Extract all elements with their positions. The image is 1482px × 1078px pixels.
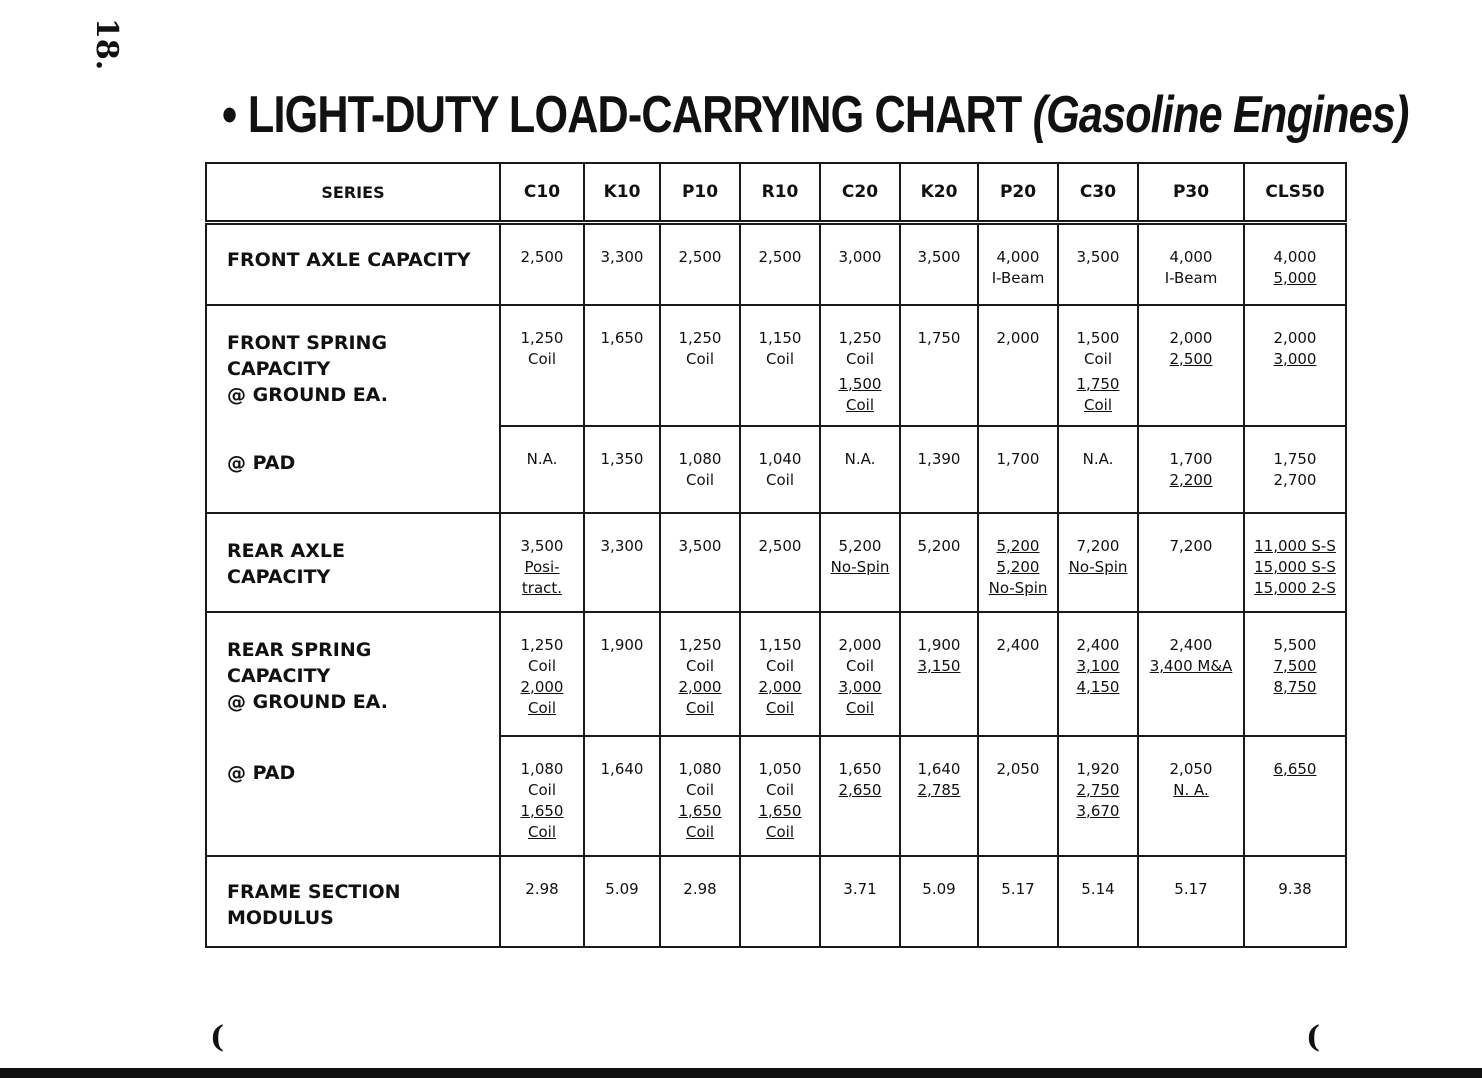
load-carrying-chart [205, 162, 1345, 946]
table-cell [1244, 736, 1346, 856]
cell-value: 15,000 S-S [1254, 557, 1336, 576]
cell-value: 5.09 [605, 879, 639, 898]
table-cell [1244, 513, 1346, 612]
table-cell [584, 612, 660, 736]
cell-value: 2,500 [758, 536, 802, 555]
cell-value: 2,050 [996, 759, 1040, 778]
table-cell [660, 513, 740, 612]
table-cell [978, 223, 1058, 305]
page-number: 18. [89, 18, 124, 71]
cell-value: 1,650 [600, 328, 644, 347]
row-label-line: MODULUS [227, 906, 334, 929]
cell-value: 3,150 [917, 656, 961, 675]
table-cell [1244, 856, 1346, 947]
cell-value: 15,000 2-S [1254, 578, 1336, 597]
cell-value: 1,250 [678, 328, 722, 347]
column-header: C20 [820, 163, 900, 223]
row-label-line: @ GROUND EA. [227, 383, 388, 406]
cell-value: 5.17 [1001, 879, 1035, 898]
cell-value: 1,900 [917, 635, 961, 654]
table-cell [820, 305, 900, 426]
table-cell [978, 736, 1058, 856]
table-cell [660, 856, 740, 947]
table-cell [900, 305, 978, 426]
cell-value: 1,250 [678, 635, 722, 654]
table-cell [500, 856, 584, 947]
cell-value: 1,700 [1169, 449, 1213, 468]
table-cell [1058, 612, 1138, 736]
cell-value: 2,750 [1076, 780, 1120, 799]
cell-value: 2,200 [1169, 470, 1213, 489]
cell-value: 5,500 [1273, 635, 1317, 654]
cell-value: Coil [766, 349, 794, 368]
cell-value: 7,200 [1076, 536, 1120, 555]
cell-value: 1,250 [838, 328, 882, 347]
table-cell [584, 305, 660, 426]
table-cell [1058, 736, 1138, 856]
cell-value: N.A. [526, 449, 558, 468]
cell-value: 1,080 [520, 759, 564, 778]
table-cell [1138, 856, 1244, 947]
cell-value: 1,650 [838, 759, 882, 778]
cell-value: 2,000 [520, 677, 564, 696]
table-cell [500, 513, 584, 612]
cell-value: Coil [846, 698, 874, 717]
table-cell [1244, 612, 1346, 736]
cell-value: 1,920 [1076, 759, 1120, 778]
row-label [206, 305, 500, 426]
table-cell [500, 223, 584, 305]
cell-value: Coil [846, 349, 874, 368]
table-cell [820, 223, 900, 305]
cell-value: 1,500 [838, 374, 882, 393]
cell-value: 3,670 [1076, 801, 1120, 820]
cell-value: I-Beam [991, 269, 1045, 287]
table-cell [660, 223, 740, 305]
table-cell [1244, 426, 1346, 513]
cell-value: Coil [766, 822, 794, 841]
table-cell [820, 513, 900, 612]
cell-value: 5,200 [996, 557, 1040, 576]
table-cell [820, 612, 900, 736]
table-cell [740, 305, 820, 426]
row-label [206, 426, 500, 513]
cell-value: 2,400 [996, 635, 1040, 654]
cell-value: 5,200 [838, 536, 882, 555]
cell-value: 4,000 [1273, 248, 1317, 266]
series-header: SERIES [206, 163, 500, 223]
cell-value: Coil [528, 780, 556, 799]
table-cell [1058, 856, 1138, 947]
page-title [222, 80, 1409, 150]
row-label-line: REAR SPRING [227, 638, 372, 661]
cell-value: 2,000 [838, 635, 882, 654]
cell-value: 5.14 [1081, 879, 1115, 898]
table-cell [660, 305, 740, 426]
cell-value: 3,300 [600, 248, 644, 266]
table-cell [1058, 426, 1138, 513]
cell-value: N.A. [1082, 449, 1114, 468]
cell-value: Coil [686, 656, 714, 675]
cell-value: No-Spin [830, 557, 890, 576]
table-cell [978, 305, 1058, 426]
row-label-line: @ PAD [227, 451, 296, 474]
row-label-line: CAPACITY [227, 565, 331, 588]
cell-value: N. A. [1173, 780, 1209, 799]
column-header: C10 [500, 163, 584, 223]
cell-value: Coil [528, 349, 556, 368]
cell-value: 5,200 [917, 536, 961, 555]
table-cell [820, 426, 900, 513]
cell-value: 3,500 [1076, 248, 1120, 266]
cell-value: N.A. [844, 449, 876, 468]
table-row [206, 223, 1346, 305]
cell-value: Posi- [524, 557, 560, 576]
cell-value: 9.38 [1278, 879, 1312, 898]
cell-value: 1,080 [678, 759, 722, 778]
cell-value: 2,500 [1169, 349, 1213, 368]
cell-value: Coil [766, 470, 794, 489]
cell-value: 2,785 [917, 780, 961, 799]
cell-value: 2,000 [996, 328, 1040, 347]
table-cell [820, 856, 900, 947]
header-row [206, 163, 1346, 223]
table-row [206, 856, 1346, 947]
row-label [206, 612, 500, 736]
table-cell [500, 305, 584, 426]
cell-value: 4,000 [996, 248, 1040, 266]
row-label [206, 223, 500, 305]
cell-value: Coil [686, 698, 714, 717]
cell-value: Coil [846, 395, 874, 414]
cell-value: Coil [846, 656, 874, 675]
bottom-rule [0, 1068, 1482, 1078]
cell-value: I-Beam [1164, 269, 1218, 287]
table-cell [1138, 736, 1244, 856]
cell-value: Coil [686, 470, 714, 489]
cell-value: Coil [528, 822, 556, 841]
row-label-line: CAPACITY [227, 664, 331, 687]
cell-value: 1,750 [917, 328, 961, 347]
cell-value: 1,150 [758, 635, 802, 654]
row-label-line: CAPACITY [227, 357, 331, 380]
cell-value: 2,500 [520, 248, 564, 266]
cell-value: Coil [1084, 395, 1112, 414]
cell-value: 5.17 [1174, 879, 1208, 898]
cell-value: 2,700 [1273, 470, 1317, 489]
table-cell [584, 736, 660, 856]
cell-value: 3,500 [917, 248, 961, 266]
table-cell [740, 612, 820, 736]
column-header: K10 [584, 163, 660, 223]
title-bullet: • [222, 86, 237, 144]
cell-value: 2,000 [1273, 328, 1317, 347]
table-cell [660, 736, 740, 856]
table-cell [740, 856, 820, 947]
row-label [206, 513, 500, 612]
cell-value: 3,300 [600, 536, 644, 555]
row-label-line: FRONT AXLE CAPACITY [227, 249, 471, 271]
table-cell [900, 856, 978, 947]
cell-value: 4,000 [1169, 248, 1213, 266]
cell-value: 1,650 [758, 801, 802, 820]
cell-value: 1,040 [758, 449, 802, 468]
footer-right-mark: ( [1306, 1020, 1321, 1055]
cell-value: 7,500 [1273, 656, 1317, 675]
cell-value: 5,200 [996, 536, 1040, 555]
cell-value: 5,000 [1273, 269, 1317, 287]
column-header: CLS50 [1244, 163, 1346, 223]
table-cell [1058, 305, 1138, 426]
table-cell [1138, 426, 1244, 513]
table-cell [1138, 513, 1244, 612]
cell-value: Coil [686, 822, 714, 841]
column-header: P20 [978, 163, 1058, 223]
cell-value: 2,000 [678, 677, 722, 696]
cell-value: 2,050 [1169, 759, 1213, 778]
cell-value: No-Spin [988, 578, 1048, 597]
cell-value: 2,400 [1169, 635, 1213, 654]
table-cell [1058, 223, 1138, 305]
table-cell [1138, 305, 1244, 426]
table-cell [584, 426, 660, 513]
cell-value: 1,900 [600, 635, 644, 654]
cell-value: 1,500 [1076, 328, 1120, 347]
table-cell [660, 612, 740, 736]
cell-value: 1,250 [520, 635, 564, 654]
cell-value: 8,750 [1273, 677, 1317, 696]
table-cell [1138, 612, 1244, 736]
table-cell [1244, 223, 1346, 305]
table-cell [1244, 305, 1346, 426]
cell-value: Coil [766, 698, 794, 717]
table-cell [584, 223, 660, 305]
cell-value: 3,000 [1273, 349, 1317, 368]
table-cell [584, 513, 660, 612]
table-cell [500, 736, 584, 856]
table-cell [740, 223, 820, 305]
cell-value: 1,750 [1273, 449, 1317, 468]
table-cell [978, 513, 1058, 612]
row-label-line: @ PAD [227, 761, 296, 784]
table-cell [978, 856, 1058, 947]
table-cell [900, 736, 978, 856]
cell-value: 1,350 [600, 449, 644, 468]
cell-value: Coil [528, 698, 556, 717]
table-cell [1138, 223, 1244, 305]
cell-value: 1,640 [917, 759, 961, 778]
table-row [206, 426, 1346, 513]
table-row [206, 513, 1346, 612]
cell-value: 2.98 [525, 879, 559, 898]
cell-value: 1,650 [520, 801, 564, 820]
column-header: P30 [1138, 163, 1244, 223]
table-cell [740, 513, 820, 612]
cell-value: 1,150 [758, 328, 802, 347]
cell-value: Coil [1084, 349, 1112, 368]
cell-value: 2,500 [678, 248, 722, 266]
table-cell [660, 426, 740, 513]
column-header: P10 [660, 163, 740, 223]
cell-value: Coil [686, 349, 714, 368]
cell-value: 2,400 [1076, 635, 1120, 654]
cell-value: 1,640 [600, 759, 644, 778]
table-cell [500, 426, 584, 513]
table-cell [978, 612, 1058, 736]
cell-value: 3.71 [843, 879, 877, 898]
cell-value: 3,400 M&A [1149, 656, 1233, 675]
cell-value: 1,250 [520, 328, 564, 347]
cell-value: tract. [521, 578, 563, 597]
table-cell [978, 426, 1058, 513]
table-cell [740, 736, 820, 856]
cell-value: Coil [766, 656, 794, 675]
cell-value: 4,150 [1076, 677, 1120, 696]
cell-value: 1,700 [996, 449, 1040, 468]
table-row [206, 305, 1346, 426]
cell-value: 2,000 [1169, 328, 1213, 347]
cell-value: 1,080 [678, 449, 722, 468]
table-cell [584, 856, 660, 947]
cell-value: 3,000 [838, 248, 882, 266]
table-cell [500, 612, 584, 736]
cell-value: 2,650 [838, 780, 882, 799]
cell-value: 7,200 [1169, 536, 1213, 555]
load-table [205, 162, 1347, 948]
table-cell [900, 612, 978, 736]
table-row [206, 612, 1346, 736]
cell-value: Coil [686, 780, 714, 799]
table-row [206, 736, 1346, 856]
cell-value: 1,650 [678, 801, 722, 820]
table-cell [900, 513, 978, 612]
cell-value: 5.09 [922, 879, 956, 898]
row-label-line: @ GROUND EA. [227, 690, 388, 713]
cell-value: Coil [528, 656, 556, 675]
cell-value: 11,000 S-S [1254, 536, 1336, 555]
column-header: K20 [900, 163, 978, 223]
row-label [206, 736, 500, 856]
cell-value: Coil [766, 780, 794, 799]
cell-value: 3,500 [678, 536, 722, 555]
cell-value: 1,750 [1076, 374, 1120, 393]
footer-left-mark: ( [210, 1020, 225, 1055]
table-cell [900, 223, 978, 305]
table-cell [820, 736, 900, 856]
cell-value: 1,050 [758, 759, 802, 778]
cell-value: No-Spin [1068, 557, 1128, 576]
table-cell [740, 426, 820, 513]
column-header: C30 [1058, 163, 1138, 223]
row-label-line: FRAME SECTION [227, 880, 401, 903]
table-cell [900, 426, 978, 513]
cell-value: 6,650 [1273, 759, 1317, 778]
row-label [206, 856, 500, 947]
cell-value: 2.98 [683, 879, 717, 898]
row-label-line: REAR AXLE [227, 539, 345, 562]
cell-value: 1,390 [917, 449, 961, 468]
cell-value: 2,000 [758, 677, 802, 696]
table-cell [1058, 513, 1138, 612]
title-subtitle: (Gasoline Engines) [1032, 86, 1409, 144]
title-main: LIGHT-DUTY LOAD-CARRYING CHART [247, 86, 1022, 144]
cell-value: 3,500 [520, 536, 564, 555]
cell-value: 2,500 [758, 248, 802, 266]
cell-value: 3,000 [838, 677, 882, 696]
cell-value: 3,100 [1076, 656, 1120, 675]
row-label-line: FRONT SPRING [227, 331, 388, 354]
column-header: R10 [740, 163, 820, 223]
